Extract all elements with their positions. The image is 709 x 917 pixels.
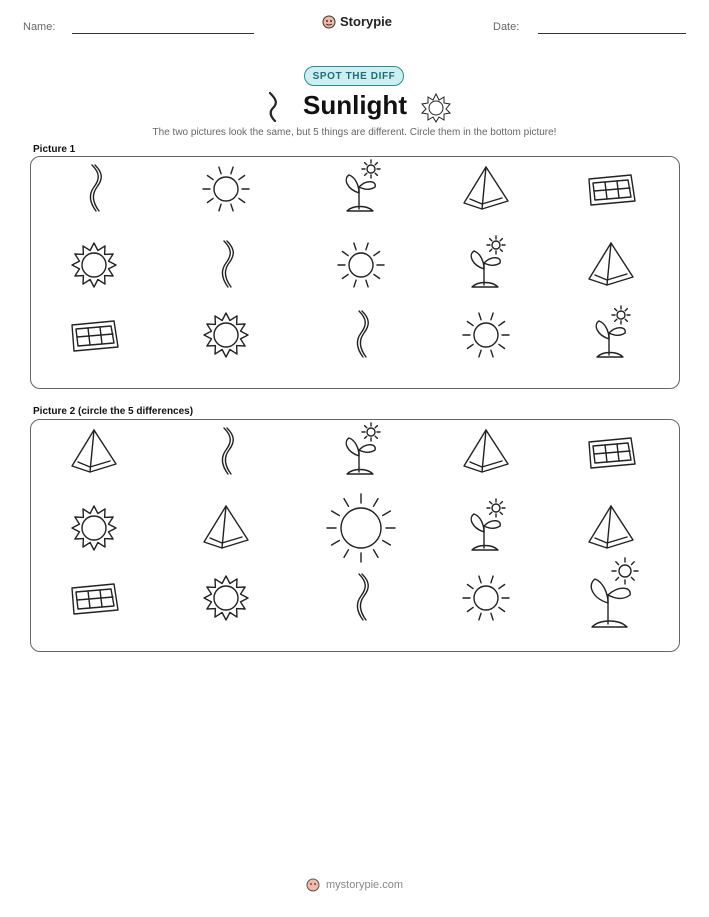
sun-icon[interactable]	[456, 568, 516, 628]
footer	[0, 878, 709, 892]
brand-logo	[322, 14, 392, 29]
sunflower-icon	[196, 305, 256, 365]
pyramid-icon[interactable]	[456, 422, 516, 482]
plant-icon	[456, 235, 516, 295]
storypie-mascot-icon	[306, 878, 320, 892]
date-label: Date:	[493, 21, 520, 33]
date-line[interactable]	[538, 33, 686, 34]
sun-icon	[331, 235, 391, 295]
picture2-panel[interactable]	[30, 419, 680, 652]
instructions: The two pictures look the same, but 5 things are different. Circle them in the bottom picture!	[152, 127, 557, 138]
brand-name: Storypie	[340, 14, 393, 29]
worm-icon[interactable]	[196, 422, 256, 482]
plant-icon	[581, 305, 641, 365]
sunflower-icon	[64, 235, 124, 295]
sun-icon	[196, 159, 256, 219]
plant-icon[interactable]	[571, 558, 651, 638]
solar-panel-icon	[64, 305, 124, 365]
plant-icon[interactable]	[456, 498, 516, 558]
sunflower-icon	[421, 93, 451, 123]
name-line[interactable]	[72, 33, 254, 34]
worm-icon	[266, 91, 280, 123]
worm-icon[interactable]	[331, 568, 391, 628]
pyramid-icon[interactable]	[581, 498, 641, 558]
sunflower-icon[interactable]	[64, 498, 124, 558]
spot-the-diff-badge: SPOT THE DIFF	[304, 66, 404, 86]
worm-icon	[331, 305, 391, 365]
picture1-label: Picture 1	[33, 144, 76, 155]
sun-icon	[456, 305, 516, 365]
pyramid-icon	[581, 235, 641, 295]
pyramid-icon[interactable]	[196, 498, 256, 558]
name-label: Name:	[23, 21, 56, 33]
page-title: Sunlight	[303, 90, 407, 120]
worm-icon	[64, 159, 124, 219]
worm-icon	[196, 235, 256, 295]
plant-icon	[331, 159, 391, 219]
picture2-label: Picture 2 (circle the 5 differences)	[33, 406, 194, 417]
solar-panel-icon[interactable]	[64, 568, 124, 628]
solar-panel-icon	[581, 159, 641, 219]
storypie-mascot-icon	[322, 15, 336, 29]
pyramid-icon	[456, 159, 516, 219]
pyramid-icon[interactable]	[64, 422, 124, 482]
solar-panel-icon[interactable]	[581, 422, 641, 482]
picture1-panel	[30, 156, 680, 389]
sun-icon[interactable]	[321, 488, 401, 568]
sunflower-icon[interactable]	[196, 568, 256, 628]
plant-icon[interactable]	[331, 422, 391, 482]
footer-site: mystorypie.com	[325, 879, 404, 891]
